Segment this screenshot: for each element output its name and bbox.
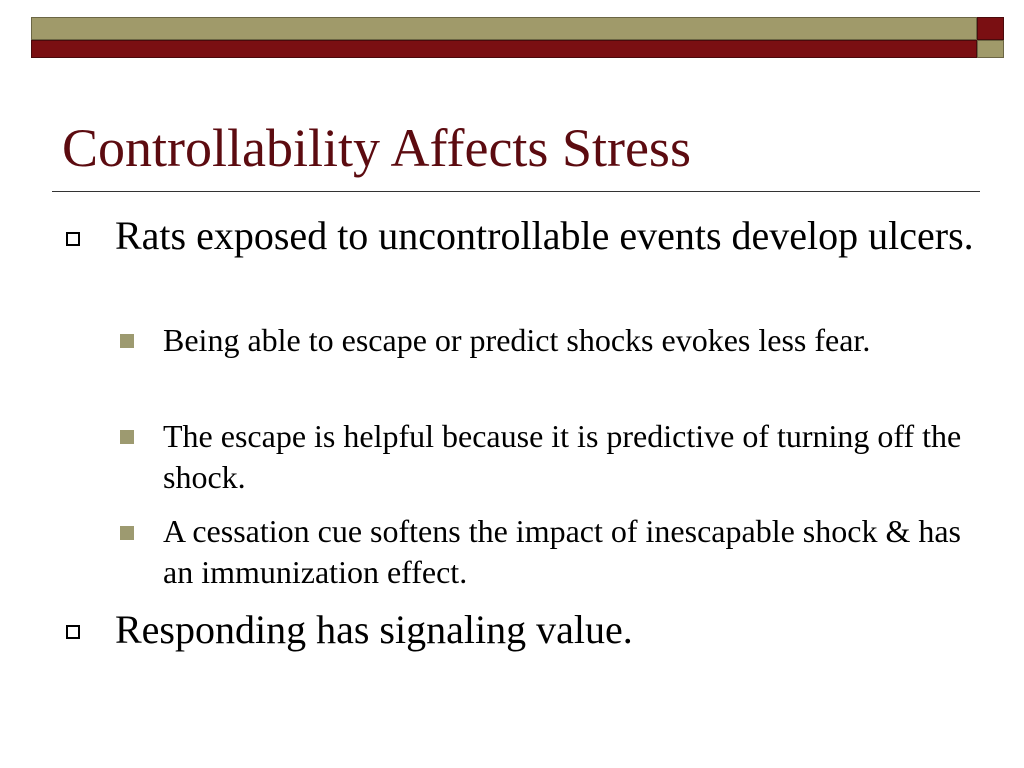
sub-bullet-item: The escape is helpful because it is predictive of turning off the shock. [163, 418, 962, 495]
solid-square-icon [120, 526, 134, 540]
sub-bullet-item: Being able to escape or predict shocks evokes less fear. [163, 322, 871, 358]
slide-title: Controllability Affects Stress [62, 118, 691, 178]
hollow-square-icon [66, 625, 80, 639]
hollow-square-icon [66, 232, 80, 246]
sub-bullet-item: A cessation cue softens the impact of inescapable shock & has an immunization effect. [163, 513, 961, 590]
solid-square-icon [120, 430, 134, 444]
bullet-item: Rats exposed to uncontrollable events develop ulcers. [115, 213, 974, 258]
bullet-item: Responding has signaling value. [115, 607, 633, 652]
solid-square-icon [120, 334, 134, 348]
